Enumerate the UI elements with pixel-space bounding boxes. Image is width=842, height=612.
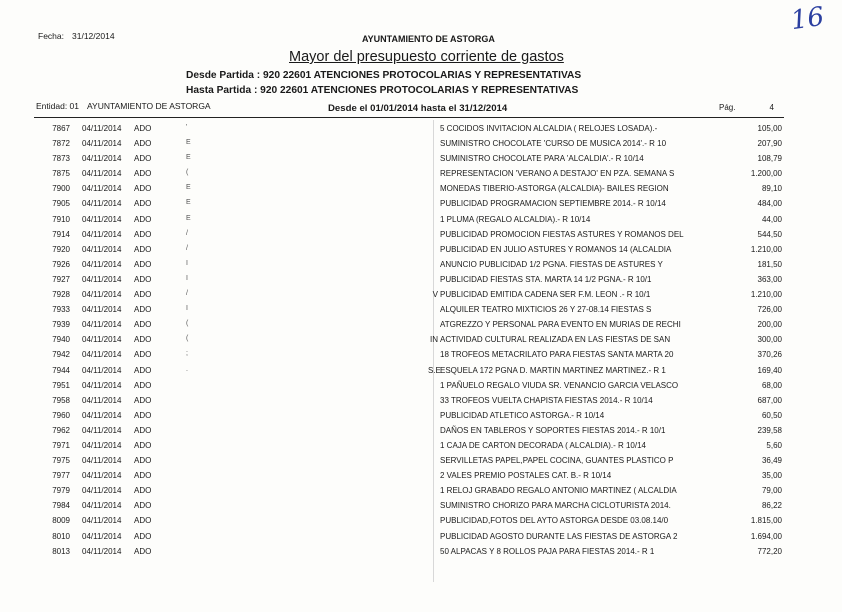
entry-number: 7900 xyxy=(52,184,70,194)
entry-number: 7958 xyxy=(52,395,70,405)
entry-description: ESQUELA 172 PGNA D. MARTIN MARTINEZ MARTINEZ.- R 1 xyxy=(440,365,666,375)
entry-date: 04/11/2014 xyxy=(82,410,122,420)
entry-amount: 239,58 xyxy=(757,425,782,435)
entry-date: 04/11/2014 xyxy=(82,244,122,254)
entry-amount: 484,00 xyxy=(757,199,782,209)
entry-amount: 105,00 xyxy=(757,124,782,133)
table-row xyxy=(0,486,842,501)
entry-amount: 370,26 xyxy=(757,350,782,360)
entry-date: 04/11/2014 xyxy=(82,124,122,133)
entry-prefix: S.E xyxy=(428,365,441,375)
entry-date: 04/11/2014 xyxy=(82,154,122,164)
organization-name: AYUNTAMIENTO DE ASTORGA xyxy=(362,34,495,44)
entry-amount: 5,60 xyxy=(766,440,782,450)
entry-number: 7977 xyxy=(52,471,70,481)
entry-type: ADO xyxy=(134,320,152,330)
entry-type: ADO xyxy=(134,199,152,209)
entry-type: ADO xyxy=(134,244,152,254)
entry-type: ADO xyxy=(134,184,152,194)
report-title: Mayor del presupuesto corriente de gastos xyxy=(289,49,564,65)
entry-amount: 86,22 xyxy=(761,501,782,511)
report-date xyxy=(38,31,115,41)
entry-description: 33 TROFEOS VUELTA CHAPISTA FIESTAS 2014.- R 10/14 xyxy=(440,395,653,405)
table-row xyxy=(0,411,842,426)
entry-prefix: IN xyxy=(430,335,438,345)
page-label: Pág. xyxy=(719,103,736,112)
entry-number: 7910 xyxy=(52,214,70,224)
entry-description: 1 PAÑUELO REGALO VIUDA SR. VENANCIO GARCIA VELASCO xyxy=(440,380,679,390)
entry-number: 7979 xyxy=(52,486,70,496)
hasta-partida: Hasta Partida : 920 22601 ATENCIONES PROTOCOLARIAS Y REPRESENTATIVAS xyxy=(186,85,579,96)
date-range: Desde el 01/01/2014 hasta el 31/12/2014 xyxy=(328,103,508,114)
entry-description: SUMINISTRO CHOCOLATE PARA 'ALCALDIA'.- R 10/14 xyxy=(440,154,644,164)
entry-type: ADO xyxy=(134,124,152,133)
entry-number: 7984 xyxy=(52,501,70,511)
report-date-value: 31/12/2014 xyxy=(72,31,115,41)
entry-description: 5 COCIDOS INVITACION ALCALDIA ( RELOJES LOSADA).- xyxy=(440,124,658,133)
table-row xyxy=(0,547,842,562)
entry-date: 04/11/2014 xyxy=(82,350,122,360)
entry-description: MONEDAS TIBERIO-ASTORGA (ALCALDIA)- BAILES REGION xyxy=(440,184,669,194)
entry-mark: ( xyxy=(186,335,189,343)
entry-type: ADO xyxy=(134,154,152,164)
entry-amount: 44,00 xyxy=(761,214,782,224)
entry-amount: 1.210,00 xyxy=(750,290,782,300)
entry-mark: I xyxy=(186,305,188,313)
entry-date: 04/11/2014 xyxy=(82,380,122,390)
entry-description: SUMINISTRO CHOCOLATE 'CURSO DE MUSICA 2014'.- R 10 xyxy=(440,139,667,149)
entry-number: 7867 xyxy=(52,124,70,133)
entry-mark: / xyxy=(186,290,188,298)
table-row xyxy=(0,184,842,199)
entry-description: 50 ALPACAS Y 8 ROLLOS PAJA PARA FIESTAS 2014.- R 1 xyxy=(440,546,655,556)
entry-number: 7926 xyxy=(52,259,70,269)
entry-description: SUMINISTRO CHORIZO PARA MARCHA CICLOTURISTA 2014. xyxy=(440,501,671,511)
entry-mark: I xyxy=(186,259,188,267)
entry-amount: 544,50 xyxy=(757,229,782,239)
entry-mark: E xyxy=(186,139,191,147)
entry-type: ADO xyxy=(134,350,152,360)
entry-mark: / xyxy=(186,244,188,252)
entry-type: ADO xyxy=(134,501,152,511)
entry-amount: 200,00 xyxy=(757,320,782,330)
entry-number: 7975 xyxy=(52,456,70,466)
table-row xyxy=(0,335,842,350)
entry-mark: . xyxy=(186,365,188,373)
entry-date: 04/11/2014 xyxy=(82,471,122,481)
table-row xyxy=(0,169,842,184)
desde-partida: Desde Partida : 920 22601 ATENCIONES PROTOCOLARIAS Y REPRESENTATIVAS xyxy=(186,70,582,81)
entry-amount: 36,49 xyxy=(761,456,782,466)
entry-type: ADO xyxy=(134,290,152,300)
table-row xyxy=(0,275,842,290)
entry-amount: 207,90 xyxy=(757,139,782,149)
entry-description: 18 TROFEOS METACRILATO PARA FIESTAS SANTA MARTA 20 xyxy=(440,350,674,360)
entry-amount: 35,00 xyxy=(761,471,782,481)
table-row xyxy=(0,139,842,154)
entry-number: 7920 xyxy=(52,244,70,254)
table-row xyxy=(0,154,842,169)
entry-type: ADO xyxy=(134,395,152,405)
entry-date: 04/11/2014 xyxy=(82,214,122,224)
entry-number: 8013 xyxy=(52,546,70,556)
entry-date: 04/11/2014 xyxy=(82,516,122,526)
entry-date: 04/11/2014 xyxy=(82,305,122,315)
entidad-label: Entidad: 01 xyxy=(36,101,80,111)
table-row xyxy=(0,501,842,516)
entry-date: 04/11/2014 xyxy=(82,425,122,435)
entry-amount: 89,10 xyxy=(761,184,782,194)
entry-number: 7944 xyxy=(52,365,70,375)
entry-description: DAÑOS EN TABLEROS Y SOPORTES FIESTAS 2014.- R 10/1 xyxy=(440,425,666,435)
entry-amount: 1.210,00 xyxy=(750,244,782,254)
entry-description: PUBLICIDAD,FOTOS DEL AYTO ASTORGA DESDE 03.08.14/0 xyxy=(440,516,669,526)
table-row xyxy=(0,245,842,260)
entry-type: ADO xyxy=(134,486,152,496)
table-row xyxy=(0,199,842,214)
entry-amount: 687,00 xyxy=(757,395,782,405)
entry-amount: 772,20 xyxy=(757,546,782,556)
page-indicator xyxy=(719,103,774,112)
entry-number: 7951 xyxy=(52,380,70,390)
table-row xyxy=(0,426,842,441)
entry-description: REPRESENTACION 'VERANO A DESTAJO' EN PZA. SEMANA S xyxy=(440,169,675,179)
entry-mark: ( xyxy=(186,169,189,177)
entry-number: 7971 xyxy=(52,440,70,450)
entry-amount: 363,00 xyxy=(757,274,782,284)
entry-description: 2 VALES PREMIO POSTALES CAT. B.- R 10/14 xyxy=(440,471,612,481)
entry-type: ADO xyxy=(134,440,152,450)
entry-amount: 108,79 xyxy=(757,154,782,164)
entry-date: 04/11/2014 xyxy=(82,501,122,511)
entry-description: PUBLICIDAD AGOSTO DURANTE LAS FIESTAS DE ASTORGA 2 xyxy=(440,531,678,541)
entry-type: ADO xyxy=(134,259,152,269)
entry-mark: I xyxy=(186,274,188,282)
entry-type: ADO xyxy=(134,274,152,284)
table-row xyxy=(0,350,842,365)
table-row xyxy=(0,215,842,230)
entry-description: ACTIVIDAD CULTURAL REALIZADA EN LAS FIESTAS DE SAN xyxy=(440,335,671,345)
entry-description: ATGREZZO Y PERSONAL PARA EVENTO EN MURIAS DE RECHI xyxy=(440,320,681,330)
entry-number: 7933 xyxy=(52,305,70,315)
entry-description: 1 PLUMA (REGALO ALCALDIA).- R 10/14 xyxy=(440,214,591,224)
entry-amount: 1.694,00 xyxy=(750,531,782,541)
entry-date: 04/11/2014 xyxy=(82,184,122,194)
table-row xyxy=(0,516,842,531)
entry-number: 7873 xyxy=(52,154,70,164)
table-row xyxy=(0,441,842,456)
entry-date: 04/11/2014 xyxy=(82,274,122,284)
entidad xyxy=(36,101,211,111)
table-row xyxy=(0,396,842,411)
entry-description: PUBLICIDAD FIESTAS STA. MARTA 14 1/2 PGNA.- R 10/1 xyxy=(440,274,652,284)
entry-type: ADO xyxy=(134,516,152,526)
entry-amount: 181,50 xyxy=(757,259,782,269)
entry-number: 7914 xyxy=(52,229,70,239)
entry-date: 04/11/2014 xyxy=(82,139,122,149)
entry-mark: ; xyxy=(186,350,188,358)
entry-amount: 1.815,00 xyxy=(750,516,782,526)
entry-date: 04/11/2014 xyxy=(82,365,122,375)
entry-date: 04/11/2014 xyxy=(82,531,122,541)
entry-number: 7872 xyxy=(52,139,70,149)
table-row xyxy=(0,260,842,275)
table-row xyxy=(0,456,842,471)
entry-type: ADO xyxy=(134,546,152,556)
entry-description: 1 CAJA DE CARTON DECORADA ( ALCALDIA).- R 10/14 xyxy=(440,440,646,450)
entry-number: 7960 xyxy=(52,410,70,420)
entry-type: ADO xyxy=(134,471,152,481)
entry-date: 04/11/2014 xyxy=(82,456,122,466)
entidad-name: AYUNTAMIENTO DE ASTORGA xyxy=(87,101,211,111)
entry-date: 04/11/2014 xyxy=(82,229,122,239)
entry-type: ADO xyxy=(134,214,152,224)
entry-description: SERVILLETAS PAPEL,PAPEL COCINA, GUANTES PLASTICO P xyxy=(440,456,674,466)
entry-description: PUBLICIDAD PROGRAMACION SEPTIEMBRE 2014.- R 10/14 xyxy=(440,199,666,209)
table-row xyxy=(0,290,842,305)
entry-mark: E xyxy=(186,199,191,207)
entry-prefix: V xyxy=(432,290,438,300)
entry-type: ADO xyxy=(134,380,152,390)
entry-amount: 1.200,00 xyxy=(750,169,782,179)
entry-date: 04/11/2014 xyxy=(82,440,122,450)
table-row xyxy=(0,366,842,381)
entry-date: 04/11/2014 xyxy=(82,320,122,330)
entry-type: ADO xyxy=(134,229,152,239)
entry-number: 7940 xyxy=(52,335,70,345)
entry-number: 8010 xyxy=(52,531,70,541)
entry-number: 7875 xyxy=(52,169,70,179)
entry-type: ADO xyxy=(134,365,152,375)
entry-mark: E xyxy=(186,154,191,162)
entry-date: 04/11/2014 xyxy=(82,290,122,300)
entry-number: 7927 xyxy=(52,274,70,284)
entry-amount: 169,40 xyxy=(757,365,782,375)
entry-description: PUBLICIDAD ATLETICO ASTORGA.- R 10/14 xyxy=(440,410,605,420)
entry-type: ADO xyxy=(134,169,152,179)
entry-description: PUBLICIDAD PROMOCION FIESTAS ASTURES Y ROMANOS DEL xyxy=(440,229,684,239)
entry-date: 04/11/2014 xyxy=(82,546,122,556)
entry-amount: 60,50 xyxy=(761,410,782,420)
entry-type: ADO xyxy=(134,305,152,315)
entry-mark: E xyxy=(186,214,191,222)
entry-date: 04/11/2014 xyxy=(82,169,122,179)
entry-description: ALQUILER TEATRO MIXTICIOS 26 Y 27-08.14 FIESTAS S xyxy=(440,305,652,315)
entry-description: PUBLICIDAD EN JULIO ASTURES Y ROMANOS 14 (ALCALDIA xyxy=(440,244,672,254)
entry-mark: / xyxy=(186,229,188,237)
entry-number: 7928 xyxy=(52,290,70,300)
page-number: 4 xyxy=(769,103,774,112)
entry-date: 04/11/2014 xyxy=(82,199,122,209)
report-date-label: Fecha: xyxy=(38,31,64,41)
entry-date: 04/11/2014 xyxy=(82,259,122,269)
entry-type: ADO xyxy=(134,410,152,420)
entry-type: ADO xyxy=(134,456,152,466)
table-row xyxy=(0,381,842,396)
header-divider xyxy=(34,117,784,118)
entry-number: 7939 xyxy=(52,320,70,330)
entry-number: 7962 xyxy=(52,425,70,435)
table-row xyxy=(0,471,842,486)
entry-amount: 300,00 xyxy=(757,335,782,345)
table-row xyxy=(0,124,842,139)
entry-date: 04/11/2014 xyxy=(82,486,122,496)
entry-date: 04/11/2014 xyxy=(82,335,122,345)
entry-type: ADO xyxy=(134,139,152,149)
entry-description: 1 RELOJ GRABADO REGALO ANTONIO MARTINEZ ( ALCALDIA xyxy=(440,486,677,496)
entry-type: ADO xyxy=(134,335,152,345)
entry-mark: E xyxy=(186,184,191,192)
entry-type: ADO xyxy=(134,531,152,541)
table-row xyxy=(0,320,842,335)
entry-description: ANUNCIO PUBLICIDAD 1/2 PGNA. FIESTAS DE ASTURES Y xyxy=(440,259,663,269)
entry-number: 7905 xyxy=(52,199,70,209)
table-row xyxy=(0,532,842,547)
entry-amount: 726,00 xyxy=(757,305,782,315)
handwritten-page-number: 16 xyxy=(788,1,826,37)
ledger-table xyxy=(0,124,842,562)
table-row xyxy=(0,305,842,320)
entry-description: PUBLICIDAD EMITIDA CADENA SER F.M. LEON .- R 10/1 xyxy=(440,290,651,300)
entry-mark: ' xyxy=(186,124,188,131)
table-row xyxy=(0,230,842,245)
entry-number: 7942 xyxy=(52,350,70,360)
entry-date: 04/11/2014 xyxy=(82,395,122,405)
entry-number: 8009 xyxy=(52,516,70,526)
entry-mark: ( xyxy=(186,320,189,328)
entry-type: ADO xyxy=(134,425,152,435)
entry-amount: 79,00 xyxy=(761,486,782,496)
entry-amount: 68,00 xyxy=(761,380,782,390)
